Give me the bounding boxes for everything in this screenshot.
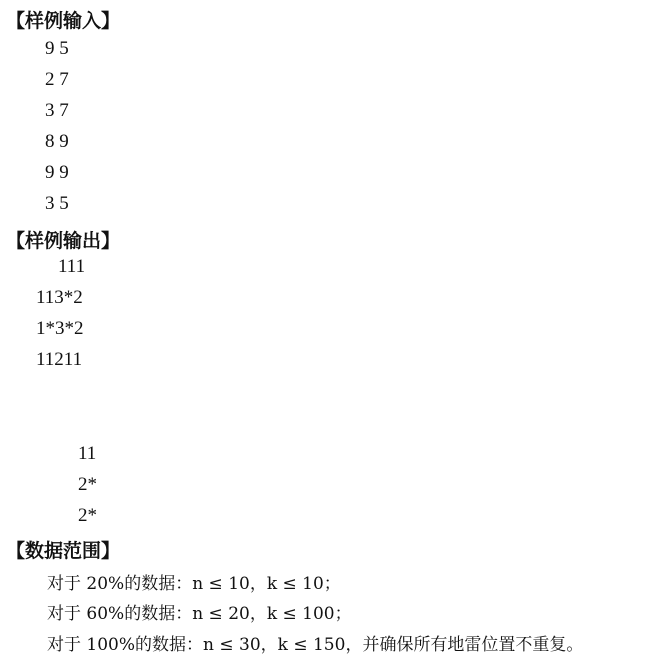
sample-input-heading: 【样例输入】 — [6, 10, 121, 32]
data-range-line: 对于 100%的数据：n ≤ 30，k ≤ 150，并确保所有地雷位置不重复。 — [47, 635, 584, 655]
sample-input-line: 8 9 — [45, 131, 69, 152]
sample-input-line: 2 7 — [45, 69, 69, 90]
extra-output-line: 2* — [78, 474, 97, 495]
sample-output-line: 1*3*2 — [36, 318, 84, 339]
sample-output-line: 11211 — [36, 349, 83, 370]
sample-input-line: 3 7 — [45, 100, 69, 121]
extra-output-line: 2* — [78, 505, 97, 526]
sample-input-line: 3 5 — [45, 193, 69, 214]
extra-output-line: 11 — [78, 443, 97, 464]
data-range-heading: 【数据范围】 — [6, 540, 121, 562]
sample-output-line: 111 — [58, 256, 86, 277]
data-range-line: 对于 60%的数据：n ≤ 20，k ≤ 100； — [47, 604, 352, 624]
data-range-line: 对于 20%的数据：n ≤ 10，k ≤ 10； — [47, 574, 341, 594]
sample-input-line: 9 5 — [45, 38, 69, 59]
sample-output-line: 113*2 — [36, 287, 83, 308]
sample-input-line: 9 9 — [45, 162, 69, 183]
sample-output-heading: 【样例输出】 — [6, 230, 121, 252]
